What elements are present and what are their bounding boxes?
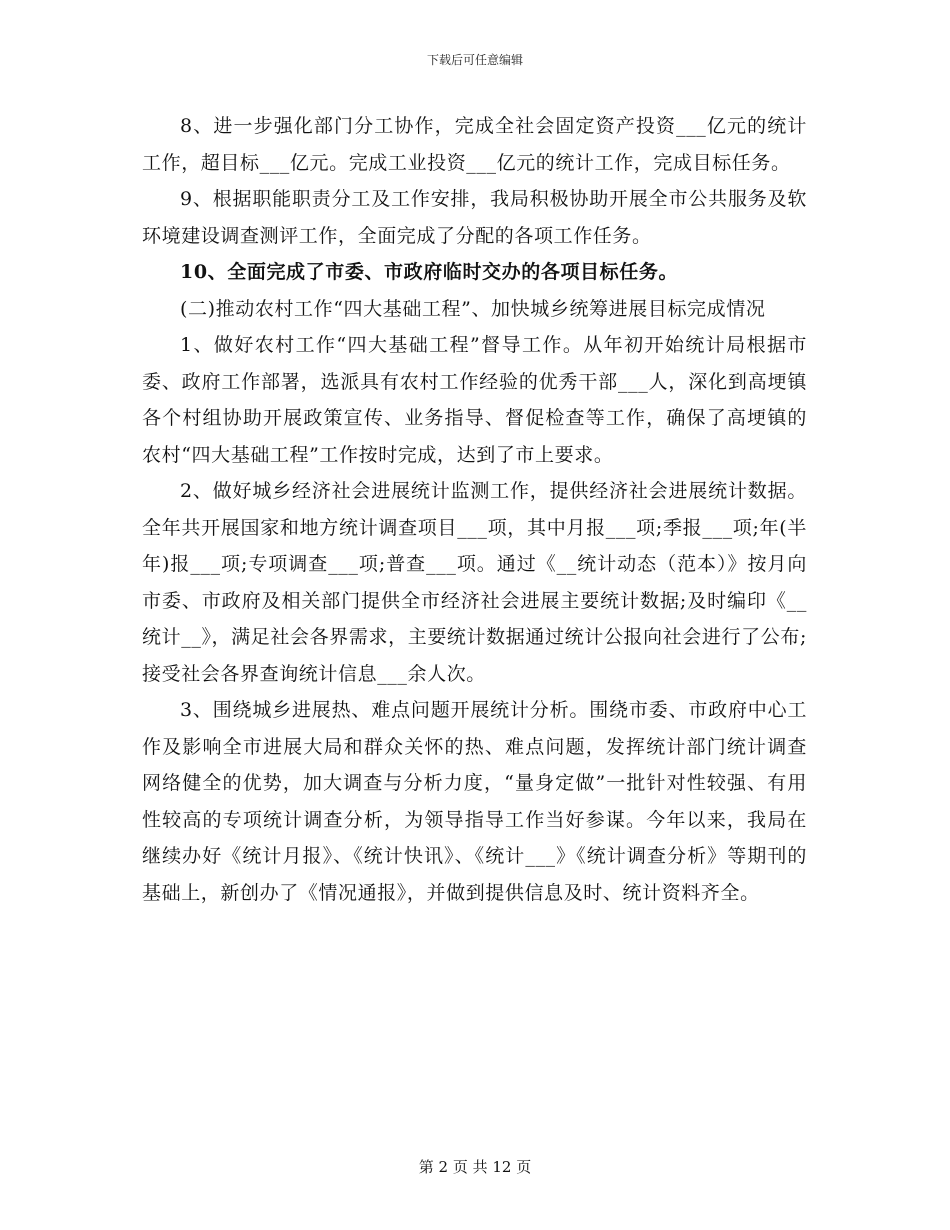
page-header: 下载后可任意编辑 [426,53,523,67]
paragraph-subitem-1: 1、做好农村工作“四大基础工程”督导工作。从年初开始统计局根据市委、政府工作部署，选派具有农村工作经验的优秀干部___人，深化到高埂镇各个村组协助开展政策宣传、业务指导、督促检查等工作，确保了高埂镇的农村“四大基础工程”工作按时完成，达到了市上要求。 [142,334,807,466]
paragraph-item-10: 10、全面完成了市委、市政府临时交办的各项目标任务。 [180,261,679,283]
section-heading: (二)推动农村工作“四大基础工程”、加快城乡统筹进展目标完成情况 [180,297,766,320]
paragraph-item-9: 9、根据职能职责分工及工作安排，我局积极协助开展全市公共服务及软环境建设调查测评工作，全面完成了分配的各项工作任务。 [142,188,807,247]
page-number: 第 2 页 共 12 页 [418,1158,532,1176]
document-body [142,108,807,911]
paragraph-item-8: 8、进一步强化部门分工协作，完成全社会固定资产投资___亿元的统计工作，超目标___亿元。完成工业投资___亿元的统计工作，完成目标任务。 [142,115,807,174]
paragraph-subitem-2: 2、做好城乡经济社会进展统计监测工作，提供经济社会进展统计数据。全年共开展国家和地方统计调查项目___项，其中月报___项;季报___项;年(半年)报___项;专项调查___项;普查___项。通过《__统计动态（范本）》按月向市委、市政府及相关部门提供全市经济社会进展主要统计数据;及时编印《__统计__》，满足社会各界需求，主要统计数据通过统计公报向社会进行了公布;接受社会各界查询统计信息___余人次。 [142,480,807,685]
paragraph-subitem-3: 3、围绕城乡进展热、难点问题开展统计分析。围绕市委、市政府中心工作及影响全市进展大局和群众关怀的热、难点问题，发挥统计部门统计调查网络健全的优势，加大调查与分析力度，“量身定做”一批针对性较强、有用性较高的专项统计调查分析，为领导指导工作当好参谋。今年以来，我局在继续办好《统计月报》、《统计快讯》、《统计___》《统计调查分析》等期刊的基础上，新创办了《情况通报》，并做到提供信息及时、统计资料齐全。 [142,699,807,904]
